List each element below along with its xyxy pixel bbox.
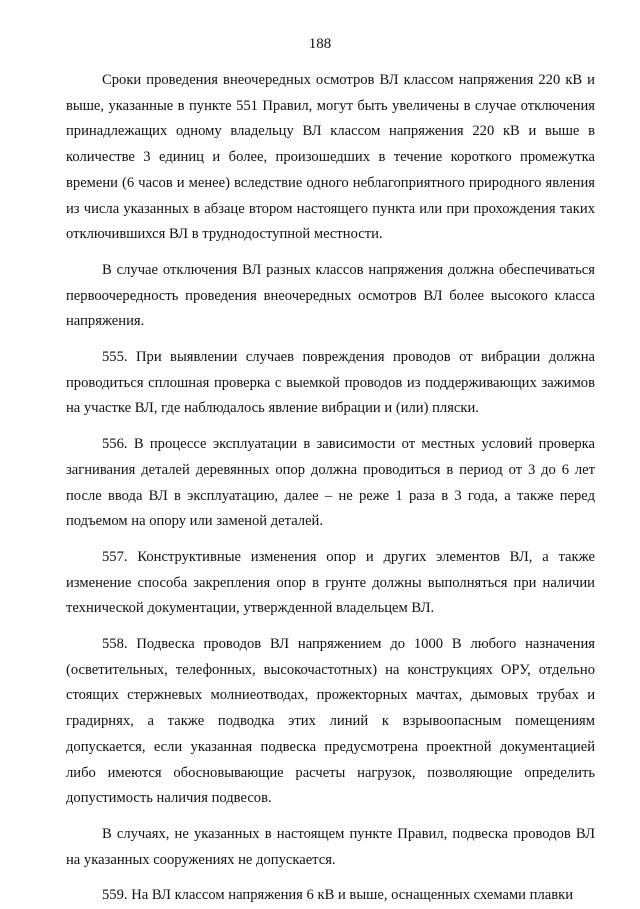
page-body [66,68,595,909]
paragraph-559: 559. На ВЛ классом напряжения 6 кВ и выше, оснащенных схемами плавки [102,887,574,904]
paragraph-556: 556. В процессе эксплуатации в зависимости от местных условий проверка загнивания деталей деревянных опор должна проводиться в период от 3 до 6 лет после ввода ВЛ в эксплуатацию, далее – не реже 1 раза в 3 года, а также перед подъемом на опору или заменой деталей. [66,436,595,530]
paragraph-558: 558. Подвеска проводов ВЛ напряжением до 1000 В любого назначения (осветительных, телефонных, высокочастотных) на конструкциях ОРУ, отдельно стоящих стержневых молниеотводах, прожекторных мачтах, дымовых трубах и градирнях, а также подводка этих линий к взрывоопасным помещениям допускается, если указанная подвеска предусмотрена проектной документацией либо имеются обосновывающие расчеты нагрузок, позволяющие определить допустимость наличия подвесов. [66,636,595,807]
paragraph-inspection-terms: Сроки проведения внеочередных осмотров ВЛ классом напряжения 220 кВ и выше, указанные в пункте 551 Правил, могут быть увеличены в случае отключения принадлежащих одному владельцу ВЛ классом напряжения 220 кВ и выше в количестве 3 единиц и более, произошедших в течение короткого промежутка времени (6 часов и менее) вследствие одного неблагоприятного природного явления из числа указанных в абзаце втором настоящего пункта или при прохождения таких отключившихся ВЛ в труднодоступной местности. [66,72,595,243]
page-number: 188 [308,36,332,52]
paragraph-557: 557. Конструктивные изменения опор и других элементов ВЛ, а также изменение способа закрепления опор в грунте должны выполняться при наличии технической документации, утвержденной владельцем ВЛ. [66,548,595,617]
paragraph-558-exceptions: В случаях, не указанных в настоящем пункте Правил, подвеска проводов ВЛ на указанных сооружениях не допускается. [66,825,595,868]
paragraph-555: 555. При выявлении случаев повреждения проводов от вибрации должна проводиться сплошная проверка с выемкой проводов из поддерживающих зажимов на участке ВЛ, где наблюдалось явление вибрации и (или) пляски. [66,349,595,417]
paragraph-voltage-priority: В случае отключения ВЛ разных классов напряжения должна обеспечиваться первоочередность проведения внеочередных осмотров ВЛ более высокого класса напряжения. [66,261,595,330]
